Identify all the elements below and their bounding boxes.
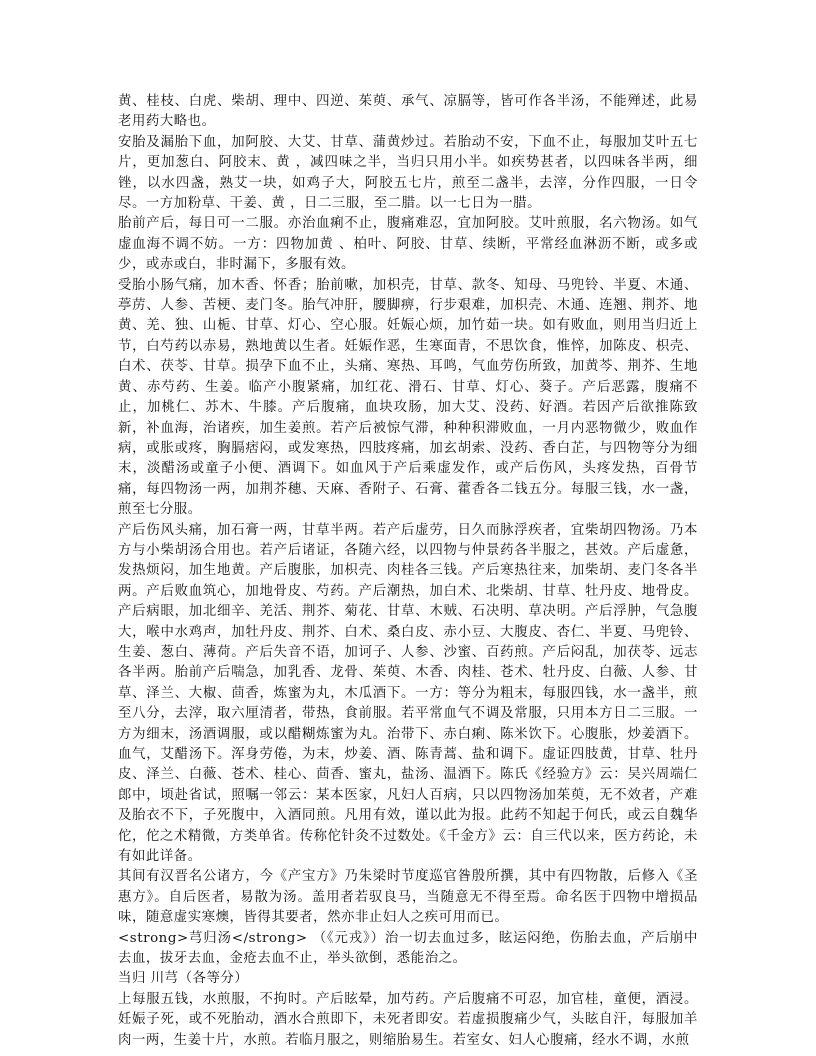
paragraph-pregnancy-ailments: 受胎小肠气痛，加木香、怀香；胎前嗽，加枳壳，甘草、款冬、知母、马兜铃、半夏、木通、葶苈、人参、苦梗、麦门冬。胎气冲肝，腰脚痹，行步艰难，加枳壳、木通、连翘、荆芥、地黄、羌、独、山栀、甘草、灯心、空心服。妊娠心烦，加竹茹一块。如有败血，则用当归近上节，白芍药以赤易，熟地黄以生者。妊娠作恶，生寒面青，不思饮食，惟悴，加陈皮、枳壳、白术、茯苓、甘草。损孕下血不止，头痛、寒热、耳鸣，气血劳伤所致，加黄芩、荆芥、生地黄、赤芍药、生姜。临产小腹紧痛，加红花、滑石、甘草、灯心、葵子。产后恶露，腹痛不止，加桃仁、苏木、牛膝。产后腹痛，血块攻肠，加大艾、没药、好酒。若因产后欲推陈致新，补血海，治诸疾，加生姜煎。若产后被惊气滞，种种积滞败血，一月内恶物微少，败血作病，或胀或疼，胸膈痞闷，或发寒热，四肢疼痛，加玄胡索、没药、香白芷，与四物等分为细末，淡醋汤或童子小便、酒调下。如血风于产后乘虚发作，或产后伤风，头疼发热，百骨节痛，每四物汤一两，加荆芥穗、天麻、香附子、石膏、藿香各二钱五分。每服三钱，水一盏，煎至七分服。 (118, 277, 698, 518)
paragraph-postpartum-ailments: 产后伤风头痛，加石膏一两，甘草半两。若产后虚劳，日久而脉浮疾者，宜柴胡四物汤。乃本方与小柴胡汤合用也。若产后诸证，各随六经，以四物与仲景药各半服之，甚效。产后虚惫，发热烦闷，加生地黄。产后腹胀，加枳壳、肉桂各三钱。产后寒热往来，加柴胡、麦门冬各半两。产后败血筑心，加地骨皮、芍药。产后潮热，加白术、北柴胡、甘草、牡丹皮、地骨皮。产后病眼，加北细辛、羌活、荆芥、菊花、甘草、木贼、石决明、草决明。产后浮肿，气急腹大，喉中水鸡声，加牡丹皮、荆芥、白术、桑白皮、赤小豆、大腹皮、杏仁、半夏、马兜铃、生姜、葱白、薄荷。产后失音不语，加诃子、人参、沙蜜、百药煎。产后闷乱，加茯苓、远志各半两。胎前产后喘急，加乳香、龙骨、茱萸、木香、肉桂、苍术、牡丹皮、白薇、人参、甘草、泽兰、大椒、茴香，炼蜜为丸，木瓜酒下。一方：等分为粗末，每服四钱，水一盏半，煎至八分，去滓，取六厘清者，带热，食前服。若平常血气不调及常服，只用本方日二三服。一方为细末，汤酒调服，或以醋糊炼蜜为丸。治带下、赤白痢、陈米饮下。心腹胀，炒姜酒下。血气，艾醋汤下。浑身劳倦，为末，炒姜、酒、陈青蒿、盐和调下。虚证四肢黄，甘草、牡丹皮、泽兰、白薇、苍术、桂心、茴香、蜜丸，盐汤、温酒下。陈氏《经验方》云：吴兴周端仁郎中，顷赴省试，照嘱一邻云：某本医家，凡妇人百病，只以四物汤加茱萸，无不效者，产难及胎衣不下，子死腹中，入酒同煎。凡用有效，谨以此为报。此药不知起于何氏，或云自魏华佗，佗之术精微，方类单省。传称佗针灸不过数处。《千金方》云：自三代以来，医方药论，未有如此详备。 (118, 522, 698, 865)
document-page (118, 92, 698, 1051)
paragraph-formula-summary: 黄、桂枝、白虎、柴胡、理中、四逆、茱萸、承气、凉膈等，皆可作各半汤，不能殚述，此易老用药大略也。 (118, 94, 698, 130)
paragraph-pre-postpartum: 胎前产后，每日可一二服。亦治血痢不止，腹痛难忍，宜加阿胶。艾叶煎服，名六物汤。如气虚血海不调不妨。一方：四物加黄 、柏叶、阿胶、甘草、续断，平常经血淋沥不断，或多或少，或赤或白，非时漏下，多服有效。 (118, 216, 698, 273)
paragraph-ingredients: 当归 川芎（各等分） (118, 971, 249, 987)
paragraph-anti-miscarriage: 安胎及漏胎下血，加阿胶、大艾、甘草、蒲黄炒过。若胎动不安，下血不止，每服加艾叶五七片，更加葱白、阿胶末、黄 ，减四味之半，当归只用小半。如疾势甚者，以四味各半两，细锉，以水四盏，熟艾一块，如鸡子大，阿胶五七片，煎至二盏半，去滓，分作四服，一日令尽。一方加粉草、干姜、黄 ，日二三服，至二腊。以一七日为一腊。 (118, 134, 698, 212)
paragraph-usage: 上每服五钱，水煎服，不拘时。产后眩晕，加芍药。产后腹痛不可忍，加官桂，童便，酒浸。妊娠子死，或不死胎动，酒水合煎即下，未死者即安。若虚损腹痛少气，头眩自汗，每服加羊肉一两，生姜十片，水煎。若临月服之，则缩胎易生。若室女、妇人心腹痛，经水不调，水煎 (118, 991, 698, 1048)
paragraph-formula-history: 其间有汉晋名公诸方，今《产宝方》乃朱梁时节度巡官昝殷所撰，其中有四物散，后修入《圣惠方》。自后医者，易散为汤。盖用者若驭良马，当随意无不得至焉。命名医于四物中增损品味，随意虚实寒燠，皆得其要者，然亦非止妇人之疾可用而已。 (118, 869, 698, 926)
paragraph-xionggui-decoction: <strong>芎归汤</strong> （《元戎》）治一切去血过多，眩运闷绝，伤胎去血，产后崩中去血，拔牙去血，金疮去血不止，举头欲倒，悉能治之。 (118, 930, 698, 967)
